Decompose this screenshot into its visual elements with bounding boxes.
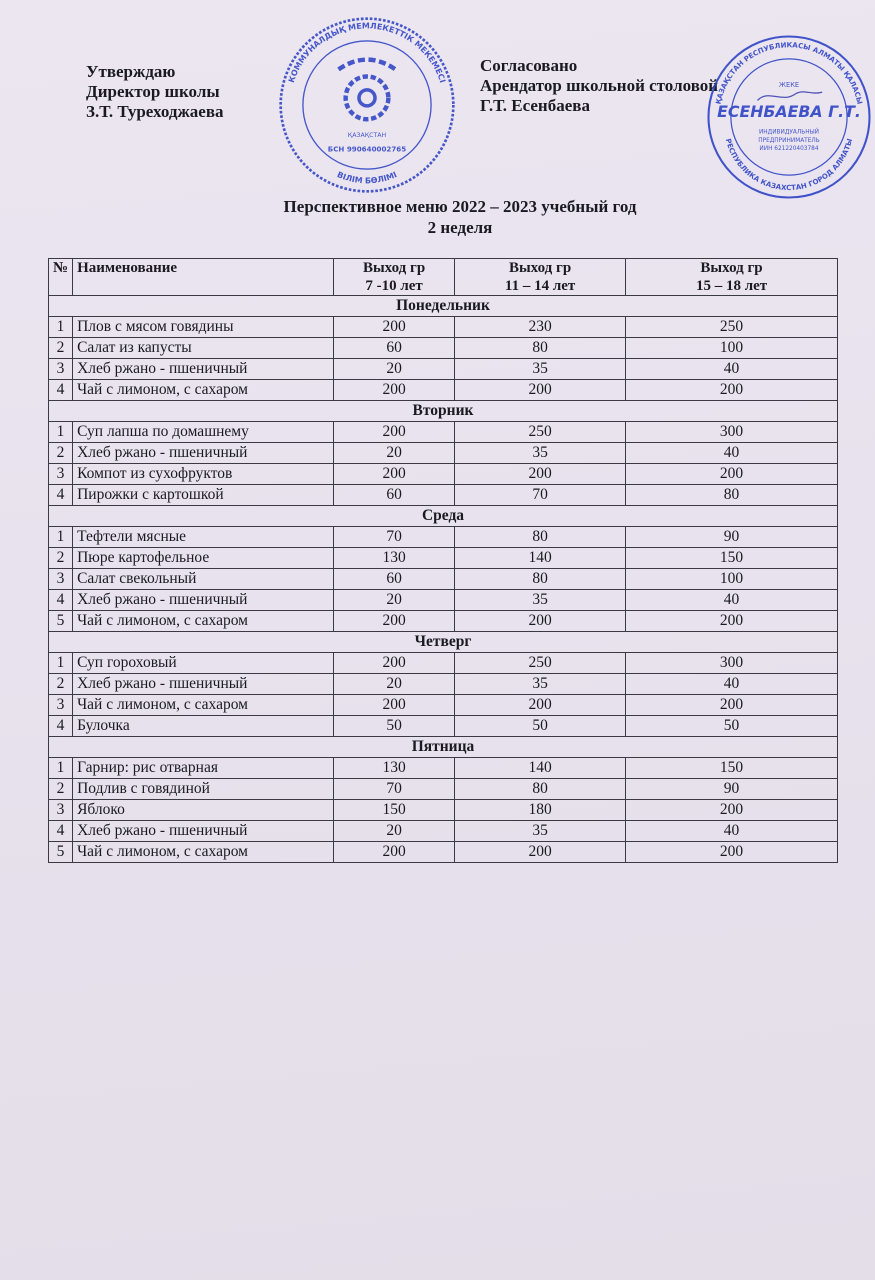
menu-item-row (49, 716, 838, 737)
menu-item-row (49, 569, 838, 590)
yield-11-14: 200 (455, 464, 626, 485)
item-name: Хлеб ржано - пшеничный (73, 443, 334, 464)
approval-signatory: З.Т. Туреходжаева (86, 102, 224, 121)
yield-7-10: 200 (334, 317, 455, 338)
item-number: 4 (49, 821, 73, 842)
yield-15-18: 100 (626, 569, 838, 590)
header-yield-label: Выход гр (508, 260, 572, 276)
item-number: 5 (49, 611, 73, 632)
seal-ip-2: ПРЕДПРИНИМАТЕЛЬ (758, 137, 820, 144)
item-name: Хлеб ржано - пшеничный (73, 590, 334, 611)
yield-11-14: 80 (455, 779, 626, 800)
menu-item-row (49, 485, 838, 506)
yield-15-18: 50 (626, 716, 838, 737)
day-label: Среда (49, 506, 838, 527)
yield-11-14: 200 (455, 842, 626, 863)
title-line-1: Перспективное меню 2022 – 2023 учебный год (283, 197, 637, 216)
yield-15-18: 200 (626, 695, 838, 716)
approval-position: Директор школы (86, 82, 220, 101)
yield-15-18: 80 (626, 485, 838, 506)
item-number: 2 (49, 338, 73, 359)
yield-15-18: 100 (626, 338, 838, 359)
day-label: Понедельник (49, 296, 838, 317)
day-label: Пятница (49, 737, 838, 758)
item-name: Чай с лимоном, с сахаром (73, 611, 334, 632)
item-name: Суп лапша по домашнему (73, 422, 334, 443)
seal-dept-text: BIЛIМ БӨЛIМI (335, 170, 399, 186)
item-name: Плов с мясом говядины (73, 317, 334, 338)
item-name: Булочка (73, 716, 334, 737)
day-header-row (49, 737, 838, 758)
yield-15-18: 200 (626, 464, 838, 485)
yield-7-10: 70 (334, 527, 455, 548)
yield-7-10: 200 (334, 653, 455, 674)
yield-15-18: 40 (626, 821, 838, 842)
item-name: Яблоко (73, 800, 334, 821)
seal-arc-bottom: РЕСПУБЛИКА КАЗАХСТАН ГОРОД АЛМАТЫ (723, 137, 855, 193)
item-name: Хлеб ржано - пшеничный (73, 359, 334, 380)
yield-7-10: 130 (334, 548, 455, 569)
menu-table (48, 258, 838, 863)
yield-11-14: 80 (455, 527, 626, 548)
yield-7-10: 200 (334, 422, 455, 443)
yield-11-14: 140 (455, 758, 626, 779)
item-number: 2 (49, 674, 73, 695)
header-name: Наименование (73, 259, 334, 296)
item-number: 3 (49, 800, 73, 821)
item-name: Хлеб ржано - пшеничный (73, 821, 334, 842)
item-number: 1 (49, 317, 73, 338)
yield-11-14: 200 (455, 695, 626, 716)
yield-11-14: 35 (455, 821, 626, 842)
menu-item-row (49, 674, 838, 695)
header-age-range: 11 – 14 лет (504, 278, 576, 294)
yield-15-18: 300 (626, 653, 838, 674)
yield-11-14: 35 (455, 590, 626, 611)
day-header-row (49, 632, 838, 653)
item-name: Салат из капусты (73, 338, 334, 359)
menu-item-row (49, 359, 838, 380)
agreement-signatory: Г.Т. Есенбаева (480, 96, 590, 115)
yield-11-14: 35 (455, 674, 626, 695)
yield-15-18: 200 (626, 842, 838, 863)
yield-7-10: 20 (334, 590, 455, 611)
item-name: Тефтели мясные (73, 527, 334, 548)
agreement-position: Арендатор школьной столовой (480, 76, 719, 95)
document-title (0, 196, 875, 238)
yield-7-10: 70 (334, 779, 455, 800)
item-number: 1 (49, 527, 73, 548)
yield-11-14: 35 (455, 443, 626, 464)
menu-item-row (49, 800, 838, 821)
approval-label: Утверждаю (86, 62, 176, 81)
yield-7-10: 60 (334, 338, 455, 359)
item-name: Суп гороховый (73, 653, 334, 674)
menu-item-row (49, 611, 838, 632)
item-number: 2 (49, 443, 73, 464)
header-yield-7-10 (334, 259, 455, 296)
seal-zheke: ЖЕКЕ (778, 81, 800, 90)
menu-item-row (49, 443, 838, 464)
menu-item-row (49, 590, 838, 611)
menu-item-row (49, 779, 838, 800)
yield-7-10: 60 (334, 569, 455, 590)
yield-15-18: 90 (626, 779, 838, 800)
yield-15-18: 300 (626, 422, 838, 443)
yield-11-14: 80 (455, 338, 626, 359)
yield-11-14: 180 (455, 800, 626, 821)
agreement-block (480, 56, 718, 116)
menu-item-row (49, 653, 838, 674)
menu-item-row (49, 380, 838, 401)
yield-7-10: 200 (334, 611, 455, 632)
approval-block (86, 62, 224, 122)
yield-11-14: 70 (455, 485, 626, 506)
yield-7-10: 150 (334, 800, 455, 821)
day-label: Четверг (49, 632, 838, 653)
table-header-row (49, 259, 838, 296)
yield-7-10: 200 (334, 380, 455, 401)
agreement-label: Согласовано (480, 56, 578, 75)
menu-item-row (49, 527, 838, 548)
yield-11-14: 250 (455, 653, 626, 674)
item-number: 3 (49, 569, 73, 590)
item-number: 2 (49, 779, 73, 800)
header-yield-label: Выход гр (362, 260, 426, 276)
seal-country-text: ҚАЗАҚСТАН (347, 132, 387, 140)
item-number: 4 (49, 590, 73, 611)
menu-item-row (49, 758, 838, 779)
yield-11-14: 50 (455, 716, 626, 737)
item-number: 4 (49, 485, 73, 506)
yield-7-10: 200 (334, 464, 455, 485)
item-name: Хлеб ржано - пшеничный (73, 674, 334, 695)
yield-7-10: 20 (334, 821, 455, 842)
yield-15-18: 250 (626, 317, 838, 338)
item-number: 3 (49, 464, 73, 485)
seal-ip-1: ИНДИВИДУАЛЬНЫЙ (758, 129, 820, 136)
yield-15-18: 40 (626, 359, 838, 380)
yield-15-18: 200 (626, 611, 838, 632)
yield-15-18: 40 (626, 674, 838, 695)
yield-7-10: 60 (334, 485, 455, 506)
item-name: Подлив с говядиной (73, 779, 334, 800)
yield-15-18: 200 (626, 380, 838, 401)
yield-11-14: 200 (455, 380, 626, 401)
menu-item-row (49, 842, 838, 863)
seal-arc-top: ҚАЗАҚСТАН РЕСПУБЛИКАСЫ АЛМАТЫ ҚАЛАСЫ (713, 40, 865, 106)
menu-item-row (49, 464, 838, 485)
item-name: Чай с лимоном, с сахаром (73, 695, 334, 716)
menu-item-row (49, 695, 838, 716)
yield-15-18: 90 (626, 527, 838, 548)
header-yield-11-14 (455, 259, 626, 296)
yield-7-10: 50 (334, 716, 455, 737)
seal-arc-text-top: КОММУНАЛДЫҚ МЕМЛЕКЕТТIК МЕКЕМЕСI (286, 21, 448, 84)
yield-15-18: 40 (626, 443, 838, 464)
title-line-2: 2 неделя (427, 218, 493, 237)
item-name: Гарнир: рис отварная (73, 758, 334, 779)
item-name: Пюре картофельное (73, 548, 334, 569)
yield-11-14: 140 (455, 548, 626, 569)
yield-7-10: 20 (334, 443, 455, 464)
header-number: № (49, 259, 73, 296)
menu-item-row (49, 422, 838, 443)
seal-iin: ИИН 621220403784 (759, 146, 819, 153)
item-number: 4 (49, 380, 73, 401)
header-yield-label: Выход гр (700, 260, 763, 276)
menu-item-row (49, 548, 838, 569)
item-name: Пирожки с картошкой (73, 485, 334, 506)
yield-11-14: 80 (455, 569, 626, 590)
menu-table-body (49, 296, 838, 863)
day-header-row (49, 506, 838, 527)
yield-15-18: 200 (626, 800, 838, 821)
day-header-row (49, 296, 838, 317)
yield-7-10: 20 (334, 674, 455, 695)
item-number: 3 (49, 695, 73, 716)
yield-7-10: 20 (334, 359, 455, 380)
day-header-row (49, 401, 838, 422)
yield-11-14: 230 (455, 317, 626, 338)
item-number: 2 (49, 548, 73, 569)
yield-15-18: 150 (626, 548, 838, 569)
seal-name: ЕСЕНБАЕВА Г.Т. (717, 102, 861, 122)
yield-7-10: 200 (334, 842, 455, 863)
menu-item-row (49, 338, 838, 359)
item-number: 4 (49, 716, 73, 737)
item-name: Компот из сухофруктов (73, 464, 334, 485)
day-label: Вторник (49, 401, 838, 422)
yield-11-14: 200 (455, 611, 626, 632)
header-age-range: 7 -10 лет (365, 278, 423, 294)
header-yield-15-18 (626, 259, 838, 296)
menu-item-row (49, 821, 838, 842)
yield-15-18: 150 (626, 758, 838, 779)
seal-bin-text: БСН 990640002765 (327, 144, 407, 154)
yield-15-18: 40 (626, 590, 838, 611)
item-number: 5 (49, 842, 73, 863)
item-name: Чай с лимоном, с сахаром (73, 380, 334, 401)
yield-7-10: 200 (334, 695, 455, 716)
yield-7-10: 130 (334, 758, 455, 779)
header-age-range: 15 – 18 лет (695, 278, 768, 294)
item-number: 1 (49, 758, 73, 779)
item-name: Салат свекольный (73, 569, 334, 590)
item-name: Чай с лимоном, с сахаром (73, 842, 334, 863)
menu-item-row (49, 317, 838, 338)
yield-11-14: 250 (455, 422, 626, 443)
yield-11-14: 35 (455, 359, 626, 380)
item-number: 1 (49, 653, 73, 674)
item-number: 3 (49, 359, 73, 380)
item-number: 1 (49, 422, 73, 443)
